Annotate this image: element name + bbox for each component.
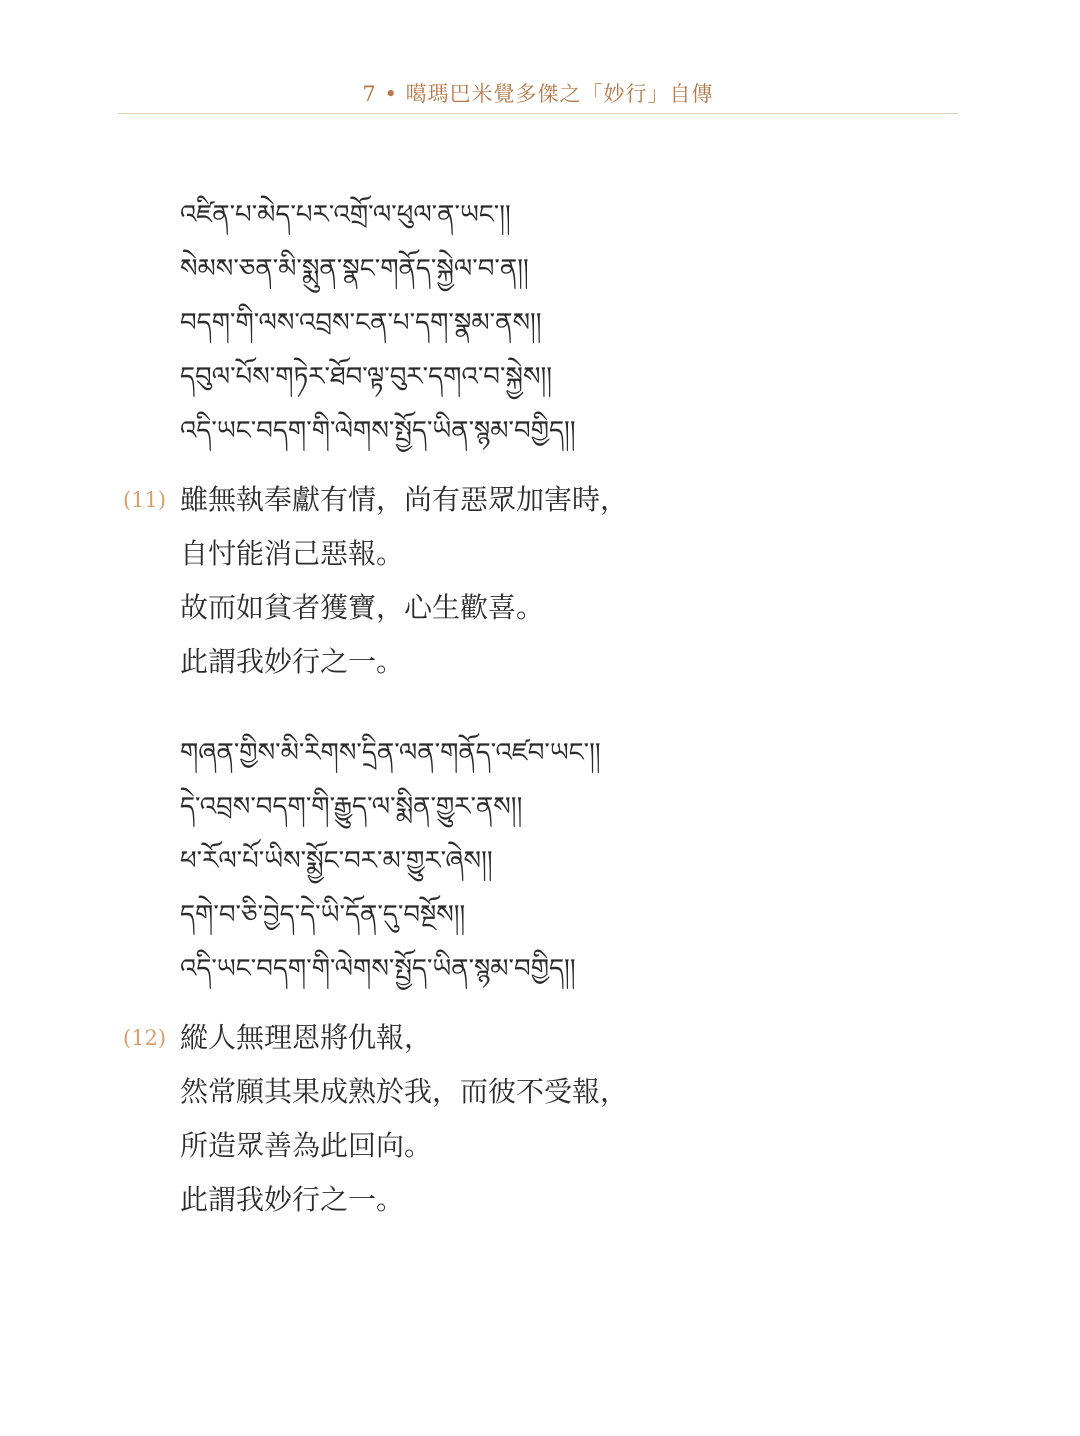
tibetan-line: དགེ་བ་ཅི་བྱེད་དེ་ཡི་དོན་དུ་བསྔོས།། <box>180 900 466 930</box>
verse-line <box>118 1011 998 1065</box>
tibetan-line: དབུལ་པོས་གཏེར་ཐོབ་ལྟ་བུར་དགའ་བ་སྐྱེས།། <box>180 362 553 392</box>
header-divider <box>118 113 958 114</box>
tibetan-line: འདི་ཡང་བདག་གི་ལེགས་སྤྱོད་ཡིན་སྙམ་བགྱིད།། <box>180 416 576 446</box>
running-header <box>118 78 958 108</box>
verse-line: 所造眾善為此回向。 <box>180 1129 433 1162</box>
verse-line: 此謂我妙行之一。 <box>180 1183 405 1216</box>
verse-line: 自忖能消己惡報。 <box>180 537 405 570</box>
verse-number: (11) <box>123 488 167 512</box>
tibetan-line: གཞན་གྱིས་མི་རིགས་དྲིན་ལན་གནོད་འཛབ་ཡང་།། <box>180 738 601 768</box>
verse-text: 雖無執奉獻有情，尚有惡眾加害時， <box>180 483 629 516</box>
book-title: 噶瑪巴米覺多傑之「妙行」自傳 <box>405 82 714 106</box>
verse-number: (12) <box>123 1026 167 1050</box>
tibetan-line: ཕ་རོལ་པོ་ཡིས་སྨྱོང་བར་མ་གྱུར་ཞེས།། <box>180 846 493 876</box>
tibetan-line: དེ་འབྲས་བདག་གི་རྒྱུད་ལ་སྨིན་གྱུར་ནས།། <box>180 792 523 822</box>
verse-text: 縱人無理恩將仇報， <box>180 1021 433 1054</box>
verse-12 <box>118 1011 998 1227</box>
verse-line: 然常願其果成熟於我，而彼不受報， <box>180 1075 629 1108</box>
tibetan-line: སེམས་ཅན་མི་སྨུན་སྣང་གནོད་སྐྱེལ་བ་ན།། <box>180 254 529 284</box>
verse-line <box>118 473 998 527</box>
verse-11 <box>118 473 998 689</box>
tibetan-stanza-1 <box>180 188 1000 458</box>
page-number: 7 <box>362 82 377 106</box>
tibetan-line: འཛིན་པ་མེད་པར་འགྲོ་ལ་ཕུལ་ན་ཡང་།། <box>180 200 511 230</box>
tibetan-stanza-2 <box>180 726 1000 996</box>
header-separator: • <box>384 82 398 106</box>
tibetan-line: བདག་གི་ལས་འབྲས་ངན་པ་དག་སྣམ་ནས།། <box>180 308 542 338</box>
verse-line: 故而如貧者獲寶，心生歡喜。 <box>180 591 545 624</box>
verse-line: 此謂我妙行之一。 <box>180 645 405 678</box>
tibetan-line: འདི་ཡང་བདག་གི་ལེགས་སྤྱོད་ཡིན་སྙམ་བགྱིད།། <box>180 954 576 984</box>
